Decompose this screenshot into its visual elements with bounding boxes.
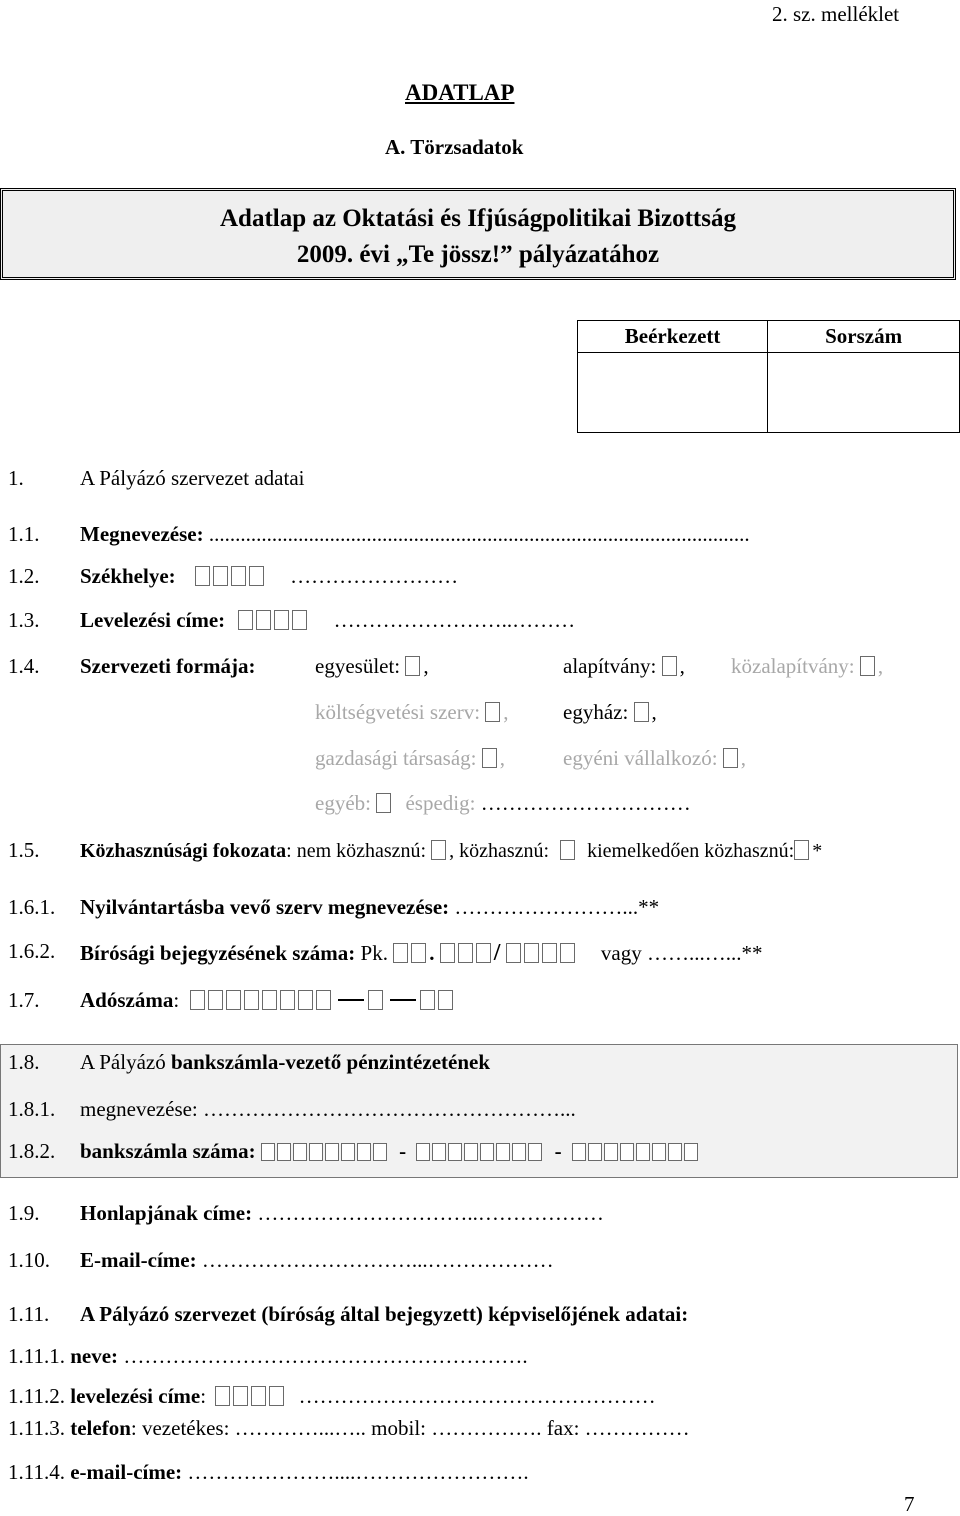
representative-address-label: levelezési címe (70, 1384, 201, 1408)
item-1-11-2-number: 1.11.2. (8, 1384, 65, 1408)
account-separator: - (399, 1139, 407, 1163)
item-1-10-number: 1.10. (8, 1248, 50, 1272)
item-1-1-number: 1.1. (8, 522, 40, 546)
court-registration-label: Bírósági bejegyzésének száma: (80, 941, 356, 965)
bank-intro-label: A Pályázó (80, 1050, 171, 1074)
non-public-benefit-label: nem közhasznú: (296, 840, 427, 862)
comma: , (499, 746, 506, 770)
option-public-foundation-label: közalapítvány: (731, 654, 855, 678)
option-company-label: gazdasági társaság: (315, 746, 477, 770)
bank-account-boxes-3[interactable] (572, 1141, 700, 1162)
bank-institution-label: bankszámla-vezető pénzintézetének (170, 1050, 491, 1074)
option-foundation-checkbox[interactable] (662, 656, 677, 676)
representative-email-field[interactable]: …………………....……………………. (187, 1460, 529, 1484)
comma: , (423, 654, 429, 678)
received-cell[interactable] (578, 353, 768, 433)
representative-postcode-boxes[interactable] (215, 1386, 287, 1407)
representative-email-label: e-mail-címe: (70, 1460, 183, 1484)
option-budgetary-label: költségvetési szerv: (315, 700, 481, 724)
item-1-2-number: 1.2. (8, 564, 40, 588)
landline-and-mobile-field[interactable]: …………...….. mobil: (234, 1416, 427, 1440)
item-1-11-4-number: 1.11.4. (8, 1460, 65, 1484)
item-1-5-number: 1.5. (8, 838, 40, 862)
section-1-number: 1. (8, 466, 24, 490)
pk-prefix: Pk. (360, 941, 388, 965)
option-public-foundation-checkbox[interactable] (860, 656, 875, 676)
comma: , (740, 746, 747, 770)
tax-number-label: Adószáma (80, 988, 174, 1012)
received-header: Beérkezett (578, 321, 768, 353)
representative-section-title: A Pályázó szervezet (bíróság által bejegyzett) képviselőjének adatai: (80, 1302, 689, 1326)
comma: , (503, 700, 509, 724)
mailing-address-label: Levelezési címe: (80, 608, 226, 632)
bank-name-field[interactable]: ……………………………………………... (203, 1097, 576, 1121)
account-separator: - (554, 1139, 562, 1163)
prominent-public-benefit-label: kiemelkedően közhasznú: (587, 840, 795, 862)
dash (338, 999, 364, 1001)
website-field[interactable]: …………………………..……………… (257, 1201, 604, 1225)
comma: , (651, 700, 657, 724)
item-1-11-1-number: 1.11.1. (8, 1344, 65, 1368)
item-1-8-number: 1.8. (8, 1050, 40, 1074)
court-number-boxes-c[interactable] (506, 943, 578, 964)
bank-account-label: bankszámla száma: (80, 1139, 256, 1163)
organization-form-label: Szervezeti formája: (80, 654, 256, 678)
serial-number-cell[interactable] (768, 353, 960, 433)
mobile-and-fax-field[interactable]: ……………. fax: (431, 1416, 580, 1440)
seat-address-field[interactable]: …………………… (290, 564, 459, 588)
public-benefit-option-label: közhasznú: (459, 840, 550, 862)
website-label: Honlapjának címe: (80, 1201, 253, 1225)
registering-body-label: Nyilvántartásba vevő szerv megnevezése: (80, 895, 450, 919)
document-title: ADATLAP (405, 80, 515, 105)
item-1-11-number: 1.11. (8, 1302, 50, 1326)
fax-field[interactable]: …………… (584, 1416, 690, 1440)
registration-table (577, 320, 960, 433)
colon: : (200, 1384, 207, 1408)
bank-account-boxes-2[interactable] (416, 1141, 544, 1162)
bank-name-label: megnevezése: (80, 1097, 198, 1121)
email-field[interactable]: …………………………...……………… (201, 1248, 554, 1272)
option-church-label: egyház: (563, 700, 629, 724)
annex-label: 2. sz. melléklet (772, 2, 900, 26)
comma: , (679, 654, 685, 678)
name-field[interactable]: ....................................................................................................... (208, 522, 750, 546)
court-registration-alt-field[interactable]: ……...…...** (646, 941, 763, 965)
comma: , (877, 654, 884, 678)
mailing-address-field[interactable]: ……………………..……… (333, 608, 576, 632)
representative-name-field[interactable]: …………………………………………………. (123, 1344, 528, 1368)
item-1-7-number: 1.7. (8, 988, 40, 1012)
option-other-label: egyéb: (315, 791, 371, 815)
email-label: E-mail-címe: (80, 1248, 197, 1272)
court-number-boxes-a[interactable] (393, 943, 429, 964)
separator-slash: / (493, 940, 501, 966)
section-1-title: A Pályázó szervezet adatai (80, 466, 305, 490)
item-1-8-2-number: 1.8.2. (8, 1139, 56, 1163)
public-benefit-checkbox[interactable] (560, 840, 575, 860)
seat-label: Székhelye: (80, 564, 176, 588)
prominent-public-benefit-checkbox[interactable] (794, 840, 809, 860)
court-number-boxes-b[interactable] (440, 943, 494, 964)
colon: : (173, 988, 180, 1012)
or-label: vagy (600, 941, 642, 965)
comma: , (449, 840, 455, 862)
option-sole-trader-label: egyéni vállalkozó: (563, 746, 718, 770)
colon: : (286, 840, 292, 862)
form-title-line2: 2009. évi „Te jössz!” pályázatához (296, 241, 660, 268)
page-number: 7 (904, 1492, 915, 1516)
item-1-6-1-number: 1.6.1. (8, 895, 56, 919)
section-a-title: A. Törzsadatok (385, 135, 524, 159)
dash (390, 999, 416, 1001)
phone-label: telefon (70, 1416, 131, 1440)
name-label: Megnevezése: (80, 522, 204, 546)
representative-address-field[interactable]: …………………………………………… (298, 1384, 656, 1408)
tax-number-boxes-county[interactable] (420, 990, 456, 1011)
seat-postcode-boxes[interactable] (195, 566, 267, 587)
form-title-line1: Adatlap az Oktatási és Ifjúságpolitikai Bizottság (219, 205, 736, 232)
item-1-3-number: 1.3. (8, 608, 40, 632)
namely-label: éspedig: (405, 791, 476, 815)
footnote-star: * (812, 840, 823, 862)
option-association-checkbox[interactable] (405, 656, 420, 676)
option-other-checkbox[interactable] (376, 793, 391, 813)
item-1-6-2-number: 1.6.2. (8, 939, 56, 963)
item-1-11-3-number: 1.11.3. (8, 1416, 65, 1440)
option-budgetary-checkbox[interactable] (485, 702, 500, 722)
item-1-8-1-number: 1.8.1. (8, 1097, 56, 1121)
tax-number-boxes-main[interactable] (190, 990, 334, 1011)
serial-number-header: Sorszám (768, 321, 960, 353)
representative-name-label: neve: (70, 1344, 119, 1368)
non-public-benefit-checkbox[interactable] (431, 840, 446, 860)
form-title-box (0, 188, 956, 280)
option-company-checkbox[interactable] (482, 748, 497, 768)
option-church-checkbox[interactable] (634, 702, 649, 722)
item-1-4-number: 1.4. (8, 654, 40, 678)
landline-label: : vezetékes: (130, 1416, 230, 1440)
registering-body-field[interactable]: ……………………...** (454, 895, 660, 919)
option-association-label: egyesület: (315, 654, 401, 678)
public-benefit-label: Közhasznúsági fokozata (80, 840, 287, 862)
tax-number-boxes-vat[interactable] (368, 990, 386, 1011)
separator-dot: . (429, 941, 435, 965)
item-1-9-number: 1.9. (8, 1201, 40, 1225)
bank-account-boxes-1[interactable] (261, 1141, 389, 1162)
option-foundation-label: alapítvány: (563, 654, 657, 678)
mailing-postcode-boxes[interactable] (238, 610, 310, 631)
namely-field[interactable]: ………………………… (480, 791, 691, 815)
option-sole-trader-checkbox[interactable] (723, 748, 738, 768)
